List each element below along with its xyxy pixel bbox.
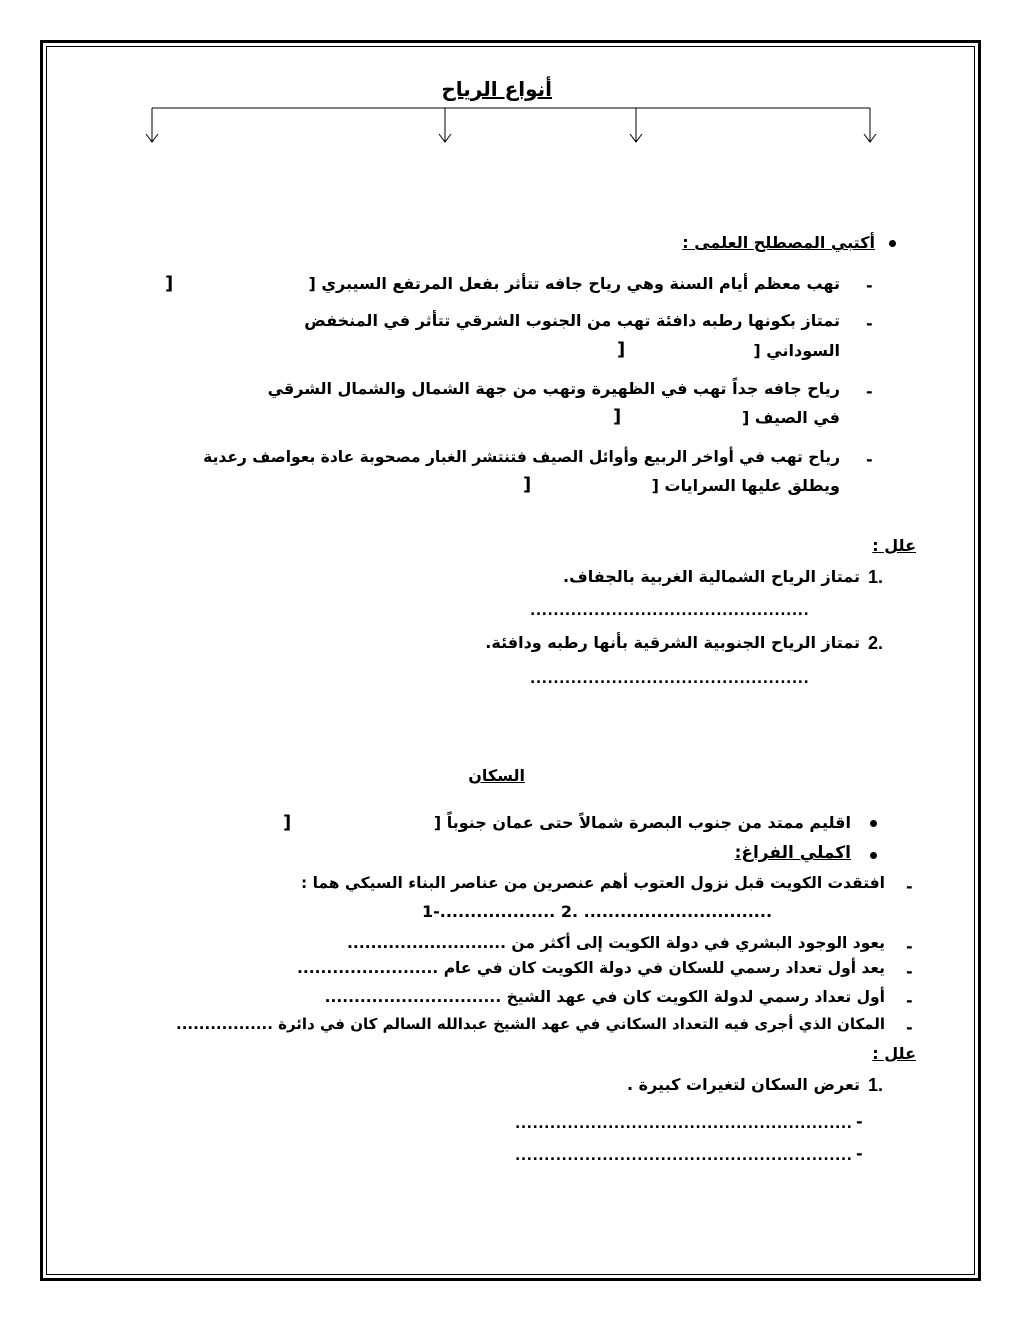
answer-bracket: ]	[617, 339, 626, 360]
answer-bracket: ]	[283, 812, 292, 833]
term-item-3-line1: رياح جافه جداً تهب في الظهيرة وتهب من جهة الشمال والشمال الشرقي	[267, 379, 840, 398]
term-item-1: تهب معظم أيام السنة وهي رياح جافه تتأثر بفعل المرتفع السيبري [	[308, 274, 840, 293]
reason-number: 2.	[868, 633, 884, 653]
fill-item-2: يعود الوجود البشري في دولة الكويت إلى أكثر من ...........................	[347, 934, 885, 952]
population-reason-1: تعرض السكان لتغيرات كبيرة .	[627, 1075, 860, 1094]
bullet-icon	[870, 852, 877, 859]
bullet-icon	[889, 240, 896, 247]
answer-bracket: ]	[613, 406, 622, 427]
winds-title: أنواع الرياح	[441, 77, 552, 101]
term-item-4-line1: رياح تهب في أواخر الربيع وأوائل الصيف فتنتشر الغبار مصحوبة عادة بعواصف رعدية	[203, 448, 840, 466]
dash-icon: -	[856, 1144, 863, 1163]
bullet-icon	[870, 820, 877, 827]
population-reason-heading: علل :	[872, 1044, 916, 1063]
winds-tree-diagram	[140, 100, 880, 150]
dash-icon: -	[866, 276, 873, 295]
dash-icon: -	[906, 1018, 913, 1037]
population-title: السكان	[468, 766, 525, 785]
fill-item-4: أول تعداد رسمي لدولة الكويت كان في عهد الشيخ ..............................	[324, 988, 885, 1006]
reason-number: 1.	[868, 1075, 884, 1095]
dash-icon: -	[906, 991, 913, 1010]
fill-item-3: يعد أول تعداد رسمي للسكان في دولة الكويت كان في عام ........................	[296, 959, 885, 977]
winds-reason-heading: علل :	[872, 536, 916, 555]
region-item: اقليم ممتد من جنوب البصرة شمالاً حتى عمان جنوباً [	[433, 813, 851, 832]
answer-bracket: ]	[165, 273, 174, 294]
answer-dots: ................................................	[530, 671, 810, 687]
term-item-3-line2: في الصيف [	[742, 408, 840, 427]
dash-icon: -	[906, 877, 913, 896]
term-heading: أكتبي المصطلح العلمى :	[682, 233, 875, 252]
dash-icon: -	[866, 382, 873, 401]
dash-icon: -	[866, 450, 873, 469]
term-item-2-line2: السوداني [	[753, 341, 840, 360]
fill-item-1: افتقدت الكويت قبل نزول العتوب أهم عنصرين من عناصر البناء السيكي هما :	[300, 874, 885, 892]
answer-dots: ................................................	[530, 603, 810, 619]
reason-number: 1.	[868, 567, 884, 587]
answer-dots: ..........................................................	[515, 1148, 853, 1164]
term-item-2-line1: تمتاز بكونها رطبه دافئة تهب من الجنوب الشرقي تتأثر في المنخفض	[304, 311, 840, 330]
fill-heading: اكملي الفراغ:	[734, 843, 851, 863]
term-item-4-line2: ويطلق عليها السرايات [	[651, 476, 840, 495]
answer-bracket: ]	[523, 474, 532, 495]
answer-dots: ..........................................................	[515, 1116, 853, 1132]
dash-icon: -	[906, 962, 913, 981]
fill-answer-line: 1-................... 2. ...............................	[422, 902, 773, 921]
dash-icon: -	[906, 937, 913, 956]
winds-reason-1: تمتاز الرياح الشمالية الغربية بالجفاف.	[563, 567, 860, 586]
dash-icon: -	[856, 1112, 863, 1131]
dash-icon: -	[866, 314, 873, 333]
winds-reason-2: تمتاز الرياح الجنوبية الشرقية بأنها رطبه ودافئة.	[485, 633, 860, 652]
fill-item-5: المكان الذي أجرى فيه التعداد السكاني في عهد الشيخ عبدالله السالم كان في دائرة .................	[176, 1015, 885, 1033]
